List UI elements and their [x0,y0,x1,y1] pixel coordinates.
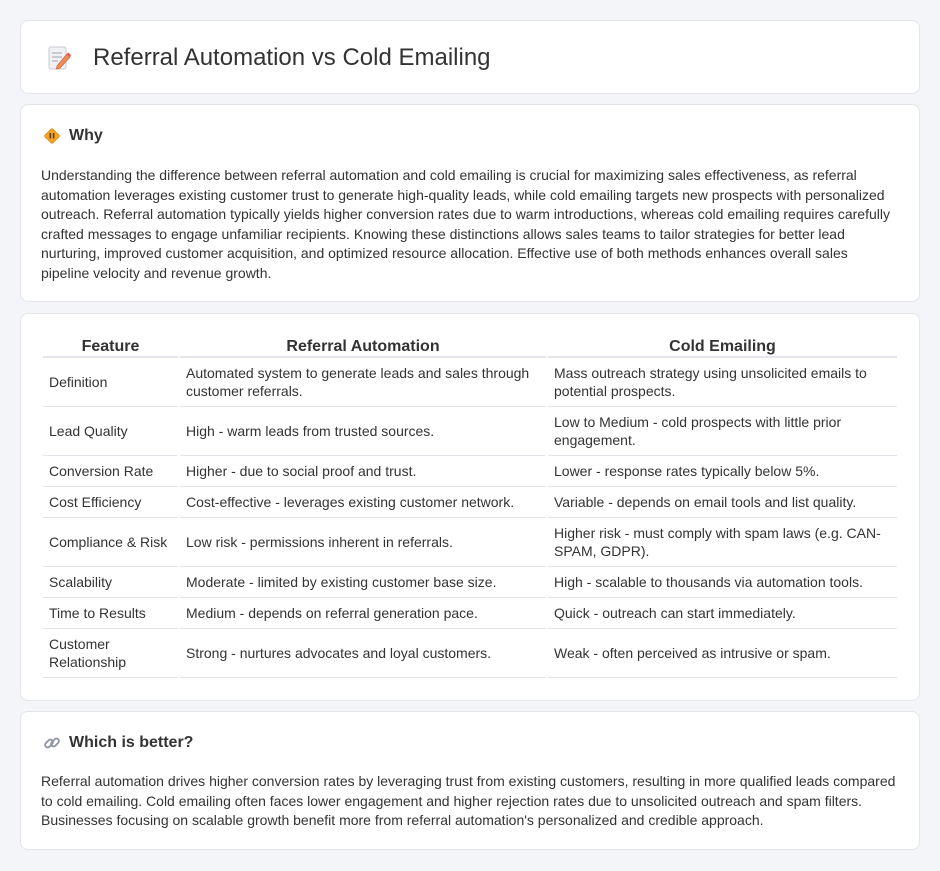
table-row [43,567,897,598]
row-feature: Time to Results [43,598,178,629]
row-cold-value: Mass outreach strategy using unsolicited emails to potential prospects. [548,358,897,407]
comparison-card [20,313,920,701]
row-referral-value: Medium - depends on referral generation pace. [180,598,546,629]
table-row [43,598,897,629]
page-title: Referral Automation vs Cold Emailing [93,44,491,71]
row-referral-value: Cost-effective - leverages existing customer network. [180,487,546,518]
link-icon [43,734,61,752]
which-better-card [20,711,920,850]
row-referral-value: Higher - due to social proof and trust. [180,456,546,487]
title-row [47,44,491,72]
title-card [20,20,920,94]
header-referral-automation: Referral Automation [180,336,546,358]
table-row [43,629,897,678]
header-cold-emailing: Cold Emailing [548,336,897,358]
row-cold-value: Variable - depends on email tools and list quality. [548,487,897,518]
row-cold-value: Lower - response rates typically below 5%. [548,456,897,487]
row-cold-value: High - scalable to thousands via automation tools. [548,567,897,598]
row-referral-value: Low risk - permissions inherent in referrals. [180,518,546,567]
why-text: Understanding the difference between referral automation and cold emailing is crucial for maximizing sales effectiveness, as referral automation leverages existing customer trust to generate high-quality leads, while cold emailing targets new prospects with personalized outreach. Referral automation typically yields higher conversion rates due to warm introductions, whereas cold emailing requires carefully crafted messages to engage unfamiliar recipients. Knowing these distinctions allows sales teams to tailor strategies for better lead nurturing, improved customer acquisition, and optimized resource allocation. Effective use of both methods enhances overall sales pipeline velocity and revenue growth. [41,167,890,281]
row-feature: Conversion Rate [43,456,178,487]
row-referral-value: Strong - nurtures advocates and loyal customers. [180,629,546,678]
row-feature: Customer Relationship [43,629,178,678]
better-heading: Which is better? [69,734,194,751]
header-feature: Feature [43,336,178,358]
why-header [43,127,103,145]
table-row [43,518,897,567]
row-cold-value: Weak - often perceived as intrusive or spam. [548,629,897,678]
table-row [43,487,897,518]
better-header [43,734,193,752]
row-referral-value: Automated system to generate leads and sales through customer referrals. [180,358,546,407]
table-row [43,358,897,407]
row-feature: Lead Quality [43,407,178,456]
row-cold-value: Quick - outreach can start immediately. [548,598,897,629]
table-header-row [43,336,897,358]
why-card [20,104,920,302]
row-cold-value: Low to Medium - cold prospects with little prior engagement. [548,407,897,456]
better-text: Referral automation drives higher conversion rates by leveraging trust from existing customers, resulting in more qualified leads compared to cold emailing. Cold emailing often faces lower engagement and higher rejection rates due to unsolicited outreach and spam filters. Businesses focusing on scalable growth benefit more from referral automation's personalized and credible approach. [41,773,896,828]
row-feature: Compliance & Risk [43,518,178,567]
table-row [43,407,897,456]
comparison-table [41,336,899,678]
row-feature: Definition [43,358,178,407]
row-feature: Cost Efficiency [43,487,178,518]
table-row [43,456,897,487]
row-feature: Scalability [43,567,178,598]
row-referral-value: High - warm leads from trusted sources. [180,407,546,456]
row-cold-value: Higher risk - must comply with spam laws (e.g. CAN-SPAM, GDPR). [548,518,897,567]
diamond-sign-icon [43,127,61,145]
memo-icon [47,45,71,71]
why-heading: Why [69,127,103,144]
row-referral-value: Moderate - limited by existing customer base size. [180,567,546,598]
